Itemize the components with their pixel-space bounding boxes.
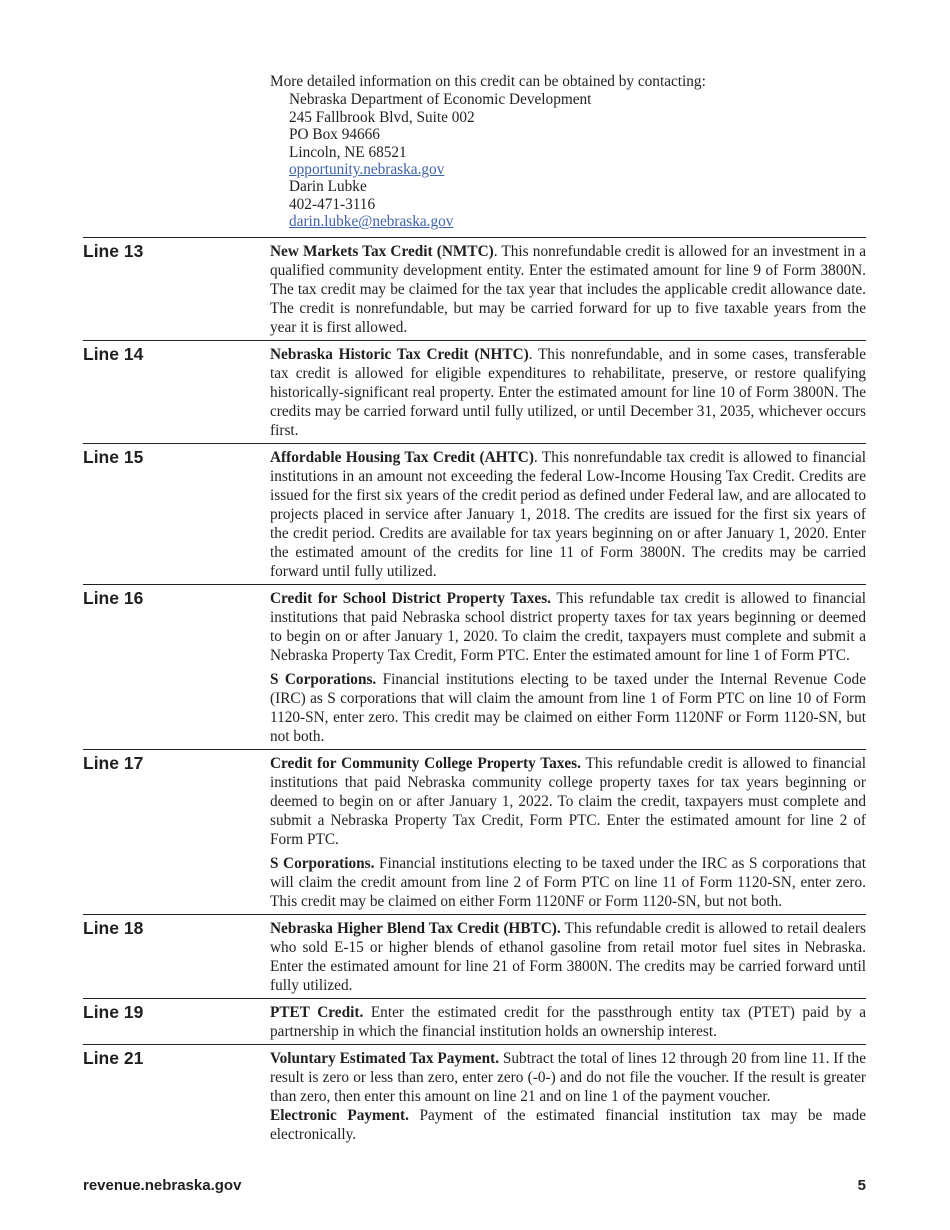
contact-line: Nebraska Department of Economic Development xyxy=(289,91,592,109)
paragraph-text: This refundable credit is allowed to retail dealers who sold E-15 or higher blends of ethanol gasoline from retail motor fuel sites in Nebraska. Enter the estimated amount for line 21 of Form 3800N. The credits may be carried forward until fully utilized. xyxy=(270,920,866,994)
paragraph-text: Financial institutions electing to be taxed under the IRC as S corporations that will claim the credit amount from line 2 of Form PTC on line 11 of Form 1120-SN, enter zero. This credit may be claimed on either Form 1120NF or Form 1120-SN, but not both. xyxy=(270,855,867,910)
contact-details xyxy=(270,91,870,230)
paragraph-title: Affordable Housing Tax Credit (AHTC) xyxy=(270,449,534,466)
line-paragraph xyxy=(270,1106,866,1144)
line-paragraph xyxy=(270,345,866,440)
line-label: Line 18 xyxy=(83,918,144,938)
paragraph-text: Financial institutions electing to be taxed under the Internal Revenue Code (IRC) as S corporations that will claim the amount from line 1 of Form PTC on line 10 of Form 1120-SN, enter zero. This credit may be claimed on either Form 1120NF or Form 1120-SN, but not both. xyxy=(270,671,866,745)
line-entry xyxy=(83,749,866,914)
contact-line: Lincoln, NE 68521 xyxy=(289,143,407,161)
line-entry xyxy=(83,1044,866,1147)
line-label: Line 13 xyxy=(83,241,144,261)
line-label: Line 17 xyxy=(83,753,144,773)
line-entry xyxy=(83,584,866,749)
paragraph-text: This refundable tax credit is allowed to financial institutions that paid Nebraska school district property taxes for tax years beginning or deemed to begin on or after January 1, 2020. To claim the credit, taxpayers must complete and submit a Nebraska Property Tax Credit, Form PTC. Enter the estimated amount for line 1 of Form PTC. xyxy=(270,590,866,664)
contact-intro: More detailed information on this credit can be obtained by contacting: xyxy=(270,73,706,90)
line-paragraph xyxy=(270,919,866,995)
paragraph-title: Nebraska Higher Blend Tax Credit (HBTC). xyxy=(270,920,561,937)
contact-line: 245 Fallbrook Blvd, Suite 002 xyxy=(289,108,475,126)
paragraph-title: S Corporations. xyxy=(270,671,377,688)
line-paragraph xyxy=(270,754,866,849)
line-paragraph xyxy=(270,854,866,911)
paragraph-title: New Markets Tax Credit (NMTC) xyxy=(270,243,494,260)
paragraph-text: Payment of the estimated financial institution tax may be made electronically. xyxy=(270,1107,866,1143)
line-label: Line 19 xyxy=(83,1002,144,1022)
line-label: Line 21 xyxy=(83,1048,144,1068)
line-entry xyxy=(83,443,866,584)
page-number: 5 xyxy=(857,1177,866,1194)
line-paragraph xyxy=(270,670,866,746)
line-entry xyxy=(83,237,866,340)
line-entry xyxy=(83,340,866,443)
line-paragraph xyxy=(270,1003,866,1041)
line-entry xyxy=(83,998,866,1044)
line-label: Line 16 xyxy=(83,588,144,608)
paragraph-title: Credit for Community College Property Taxes. xyxy=(270,755,581,772)
paragraph-title: S Corporations. xyxy=(270,855,375,872)
line-paragraph xyxy=(270,1049,866,1106)
contact-phone: 402-471-3116 xyxy=(289,195,376,213)
paragraph-title: PTET Credit. xyxy=(270,1004,364,1021)
paragraph-text: . This nonrefundable credit is allowed for an investment in a qualified community development entity. Enter the estimated amount for line 9 of Form 3800N. The tax credit may be claimed for the tax year that includes the applicable credit allowance date. The credit is nonrefundable, but may be carried forward for up to five taxable years from the year it is first allowed. xyxy=(270,243,866,336)
paragraph-title: Voluntary Estimated Tax Payment. xyxy=(270,1050,500,1067)
line-label: Line 15 xyxy=(83,447,144,467)
website-link[interactable]: opportunity.nebraska.gov xyxy=(289,161,445,179)
paragraph-title: Credit for School District Property Taxes. xyxy=(270,590,551,607)
contact-line: PO Box 94666 xyxy=(289,126,380,144)
line-instructions xyxy=(83,237,866,1147)
paragraph-text: This refundable credit is allowed to financial institutions that paid Nebraska community college property taxes for tax years beginning or deemed to begin on or after January 1, 2022. To claim the credit, taxpayers must complete and submit a Nebraska Property Tax Credit, Form PTC. Enter the estimated amount for line 2 of Form PTC. xyxy=(270,755,866,848)
line-paragraph xyxy=(270,589,866,665)
paragraph-text: Subtract the total of lines 12 through 20 from line 11. If the result is zero or less than zero, enter zero (-0-) and do not file the voucher. If the result is greater than zero, then enter this amount on line 21 and on line 1 of the payment voucher. xyxy=(270,1050,866,1105)
paragraph-text: Enter the estimated credit for the passthrough entity tax (PTET) paid by a partnership in which the financial institution holds an ownership interest. xyxy=(270,1004,866,1040)
contact-info xyxy=(270,73,870,231)
paragraph-title: Electronic Payment. xyxy=(270,1107,409,1124)
line-paragraph xyxy=(270,448,866,581)
contact-name: Darin Lubke xyxy=(289,178,367,196)
email-link[interactable]: darin.lubke@nebraska.gov xyxy=(289,213,454,231)
paragraph-text: . This nonrefundable, and in some cases, transferable tax credit is allowed for eligible expenditures to rehabilitate, preserve, or restore qualifying historically-significant real property. Enter the estimated amount for line 10 of Form 3800N. The credits may be carried forward until fully utilized, or until December 31, 2035, whichever occurs first. xyxy=(270,346,866,439)
line-label: Line 14 xyxy=(83,344,144,364)
line-entry xyxy=(83,914,866,998)
paragraph-title: Nebraska Historic Tax Credit (NHTC) xyxy=(270,346,529,363)
line-paragraph xyxy=(270,242,866,337)
paragraph-text: . This nonrefundable tax credit is allowed to financial institutions in an amount not exceeding the federal Low-Income Housing Tax Credit. Credits are issued for the first six years of the credit period as defined under Federal law, and are allocated to projects placed in service after January 1, 2018. The credits are issued for the first six years of the credit period. Credits are available for tax years beginning on or after January 1, 2020. Enter the estimated amount of the credits for line 11 of Form 3800N. The credits may be carried forward until fully utilized. xyxy=(270,449,866,580)
footer-website: revenue.nebraska.gov xyxy=(83,1177,242,1194)
